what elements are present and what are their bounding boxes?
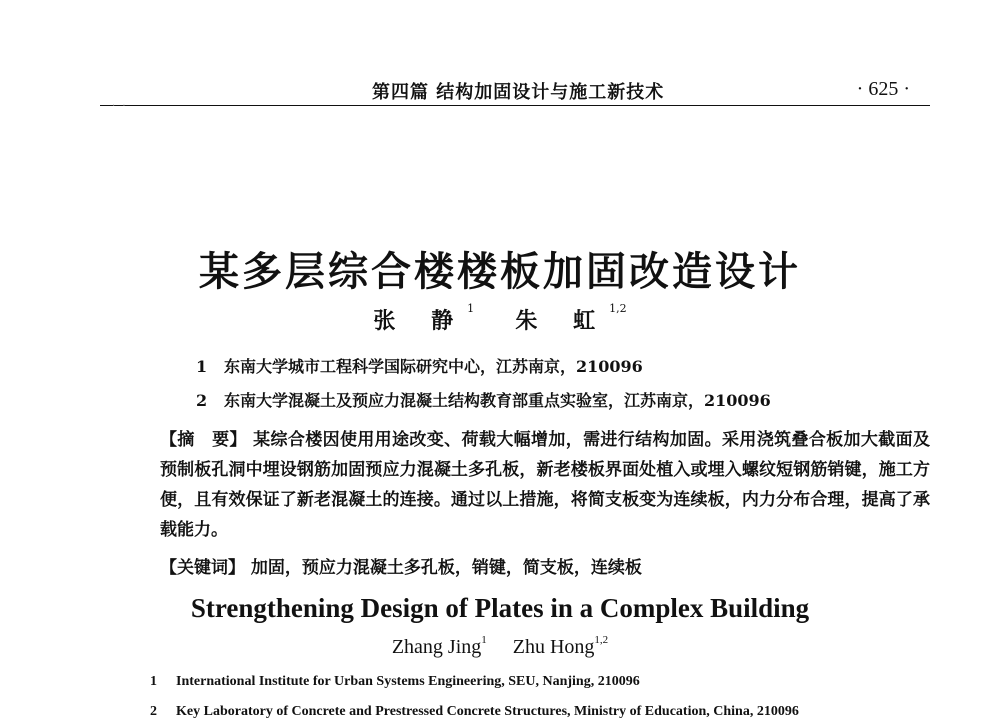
author-name: 张 静 [373, 308, 468, 334]
abstract-text: 某综合楼因使用用途改变、荷载大幅增加，需进行结构加固。采用浇筑叠合板加大截面及预制板孔洞中埋设钢筋加固预应力混凝土多孔板，新老楼板界面处植入或埋入螺纹短钢筋销键，施工方便，且有效保证了新老混凝土的连接。通过以上措施，将简支板变为连续板，内力分布合理，提高了承载能力。 [160, 430, 931, 540]
affiliation-en [150, 704, 799, 720]
author-affiliation-mark: 1,2 [594, 634, 609, 646]
paper-title-en: Strengthening Design of Plates in a Complex Building [190, 593, 810, 623]
author-name: 朱 虹 [515, 308, 610, 334]
affiliation-text: 东南大学混凝土及预应力混凝土结构教育部重点实验室，江苏南京，210096 [224, 391, 771, 410]
affiliation-number: 1 [150, 674, 157, 689]
header-rule [100, 105, 930, 106]
affiliation-cn [196, 354, 643, 377]
author-affiliation-mark: 1,2 [609, 302, 627, 315]
keywords [160, 553, 930, 578]
abstract [160, 425, 930, 545]
affiliation-number: 2 [150, 704, 157, 719]
affiliation-cn [196, 388, 771, 411]
keywords-text: 加固，预应力混凝土多孔板，销键，简支板，连续板 [250, 558, 642, 578]
affiliation-text: Key Laboratory of Concrete and Prestressed Concrete Structures, Ministry of Education, China, 210096 [176, 704, 799, 719]
authors-en [0, 636, 1000, 659]
author-affiliation-mark: 1 [481, 634, 487, 646]
section-title: 第四篇 结构加固设计与施工新技术 [372, 82, 665, 103]
author-affiliation-mark: 1 [467, 302, 475, 315]
abstract-label: 【摘 要】 [160, 430, 247, 450]
author-name: Zhang Jing [391, 636, 482, 658]
scan-artifact-dots: · · [112, 101, 128, 112]
authors-cn [0, 304, 1000, 335]
affiliation-number: 2 [196, 391, 208, 410]
author-name: Zhu Hong [512, 636, 595, 658]
page-number: · 625 · [856, 78, 910, 100]
affiliation-text: International Institute for Urban Systems Engineering, SEU, Nanjing, 210096 [176, 674, 640, 689]
affiliation-en [150, 674, 640, 690]
keywords-label: 【关键词】 [160, 558, 245, 578]
affiliation-text: 东南大学城市工程科学国际研究中心，江苏南京，210096 [224, 357, 643, 376]
paper-title-cn: 某多层综合楼楼板加固改造设计 [199, 248, 801, 295]
affiliation-number: 1 [196, 357, 208, 376]
running-header [100, 68, 930, 106]
